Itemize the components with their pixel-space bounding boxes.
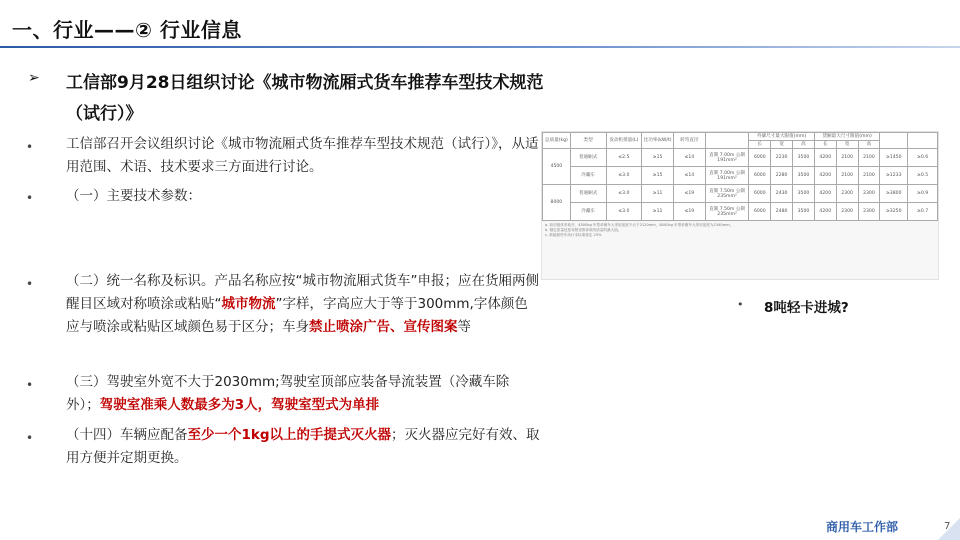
- table-cell: 3500: [793, 203, 815, 221]
- highlight-text: 驾驶室准乘人数最多为3人，驾驶室型式为单排: [99, 397, 380, 413]
- table-cell: 2430: [771, 185, 793, 203]
- table-cell: 2100: [836, 167, 858, 185]
- corner-decoration: [938, 518, 960, 540]
- table-row: [543, 167, 938, 185]
- bullet-icon: •: [26, 191, 34, 205]
- table-cell: 4200: [814, 167, 836, 185]
- table-notes: [542, 221, 938, 240]
- table-cell: ≥15: [642, 149, 674, 167]
- table-cell: 冷藏车: [570, 167, 606, 185]
- bullet-icon: •: [26, 431, 34, 445]
- header-cell: [880, 133, 908, 149]
- highlight-text: 城市物流: [221, 296, 276, 312]
- table-cell: 3500: [793, 149, 815, 167]
- header-cell: 类型: [570, 133, 606, 149]
- bullet-icon: •: [26, 140, 34, 154]
- table-cell: 4500: [543, 149, 571, 185]
- table-cell: 直制 7.00m 公制 191mm²: [705, 167, 749, 185]
- table-note: b. 额定质量包括驾驶室推荐载货质量的最大值。: [545, 228, 622, 232]
- bullet-text-1: 工信部召开会议组织讨论《城市物流厢式货车推荐车型技术规范（试行）》，从适用范围、术语、技术要求三方面进行讨论。: [66, 136, 539, 175]
- table-cell: ≤19: [673, 203, 705, 221]
- spec-table-image: [541, 131, 939, 280]
- table-cell: 4200: [814, 185, 836, 203]
- spec-table: [542, 132, 938, 221]
- page-number: 7: [944, 521, 951, 532]
- table-cell: ≤3.0: [606, 203, 642, 221]
- header-cell: 宽: [836, 141, 858, 149]
- table-cell: 直制 7.50m 公制 235mm²: [705, 185, 749, 203]
- table-cell: ≥1450: [880, 149, 908, 167]
- bullet-text-4: [66, 371, 540, 417]
- table-cell: 8000: [543, 185, 571, 221]
- highlight-text: 至少一个1kg以上的手提式灭火器: [187, 427, 392, 443]
- header-cell: 货厢最大尺寸限值(mm): [814, 133, 879, 141]
- table-cell: 2280: [771, 167, 793, 185]
- table-cell: ≥0.5: [908, 167, 938, 185]
- header-cell: 高: [793, 141, 815, 149]
- header-cell: 宽: [771, 141, 793, 149]
- table-row: [543, 149, 938, 167]
- bullet-text-3: [66, 270, 540, 339]
- table-note: c. 新能源货车执行本标准规定 25%: [545, 233, 602, 237]
- header-cell: 外廓尺寸最大限值(mm): [749, 133, 814, 141]
- table-cell: ≥0.7: [908, 203, 938, 221]
- table-cell: 2100: [858, 149, 880, 167]
- table-cell: 2480: [771, 203, 793, 221]
- table-cell: 6000: [749, 149, 771, 167]
- section-heading: 工信部9月28日组织讨论《城市物流厢式货车推荐车型技术规范（试行）》: [66, 73, 544, 124]
- header-cell: 发动机排量(L): [606, 133, 642, 149]
- table-cell: 2100: [858, 167, 880, 185]
- table-cell: ≥15: [642, 167, 674, 185]
- table-cell: 6000: [749, 185, 771, 203]
- table-cell: 2300: [858, 185, 880, 203]
- table-cell: ≥11: [642, 203, 674, 221]
- text-run: ”字样，字高应大于等于300mm,字体颜色应与喷涂或粘贴区域颜色易于区分；车身: [66, 296, 528, 335]
- table-cell: ≤19: [673, 185, 705, 203]
- table-cell: 3500: [793, 185, 815, 203]
- text-run: （三）驾驶室外宽不大于2030mm;驾驶室顶部应装备导流装置（冷藏车除外）；: [66, 374, 510, 413]
- table-cell: 冷藏车: [570, 203, 606, 221]
- text-run: （二）统一名称及标识。产品名称应按“城市物流厢式货车”申报；应在货厢两侧醒目区域对称喷涂或粘贴“: [66, 273, 539, 312]
- table-cell: ≤14: [673, 167, 705, 185]
- table-cell: ≤3.0: [606, 167, 642, 185]
- table-cell: ≥0.6: [908, 149, 938, 167]
- table-cell: 2230: [771, 149, 793, 167]
- table-cell: 2300: [836, 203, 858, 221]
- table-cell: 直制 7.00m 公制 191mm²: [705, 149, 749, 167]
- table-cell: 4200: [814, 149, 836, 167]
- arrow-icon: ➢: [28, 70, 40, 86]
- table-cell: 2300: [836, 185, 858, 203]
- department-label: 商用车工作部: [826, 520, 899, 534]
- text-run: 等: [457, 319, 471, 335]
- text-run: （十四）车辆应配备: [66, 427, 188, 443]
- bullet-icon: •: [26, 277, 34, 291]
- header-cell: 高: [858, 141, 880, 149]
- table-cell: 普通厢式: [570, 185, 606, 203]
- table-cell: 3500: [793, 167, 815, 185]
- table-cell: 6000: [749, 203, 771, 221]
- bullet-icon: •: [737, 298, 744, 311]
- header-cell: [908, 133, 938, 149]
- header-cell: 转弯直径: [673, 133, 705, 149]
- bullet-icon: •: [26, 378, 34, 392]
- header-cell: 长: [814, 141, 836, 149]
- table-cell: ≥1233: [880, 167, 908, 185]
- table-cell: ≥0.9: [908, 185, 938, 203]
- table-cell: ≥11: [642, 185, 674, 203]
- slide-title: 一、行业——② 行业信息: [12, 18, 242, 42]
- bullet-text-2: （一）主要技术参数：: [66, 188, 201, 204]
- title-rule: [0, 46, 960, 48]
- bullet-text-5: [66, 424, 540, 470]
- table-row: [543, 185, 938, 203]
- table-cell: 4200: [814, 203, 836, 221]
- table-cell: 2300: [858, 203, 880, 221]
- table-cell: 6000: [749, 167, 771, 185]
- table-cell: ≤3.0: [606, 185, 642, 203]
- table-cell: 普通厢式: [570, 149, 606, 167]
- table-note: a. 如后箱体采取开，4500kg 车型单侧车大采用宽度不大于2120mm，8000kg 车型单侧车大采用宽度为2340mm。: [545, 223, 734, 227]
- header-cell: 比功率(kW/t): [642, 133, 674, 149]
- text-run: ；灭火器应完好有效、取用方便并定期更换。: [66, 427, 540, 466]
- header-cell: 长: [749, 141, 771, 149]
- header-cell: [705, 133, 749, 149]
- highlight-text: 禁止喷涂广告、宣传图案: [309, 319, 458, 335]
- side-question: 8吨轻卡进城?: [764, 300, 849, 316]
- table-cell: ≤2.5: [606, 149, 642, 167]
- table-cell: 2100: [836, 149, 858, 167]
- table-row: [543, 203, 938, 221]
- header-cell: 总质量(kg): [543, 133, 571, 149]
- table-cell: 直制 7.50m 公制 235mm²: [705, 203, 749, 221]
- table-cell: ≤14: [673, 149, 705, 167]
- table-cell: ≥3250: [880, 203, 908, 221]
- table-cell: ≥3800: [880, 185, 908, 203]
